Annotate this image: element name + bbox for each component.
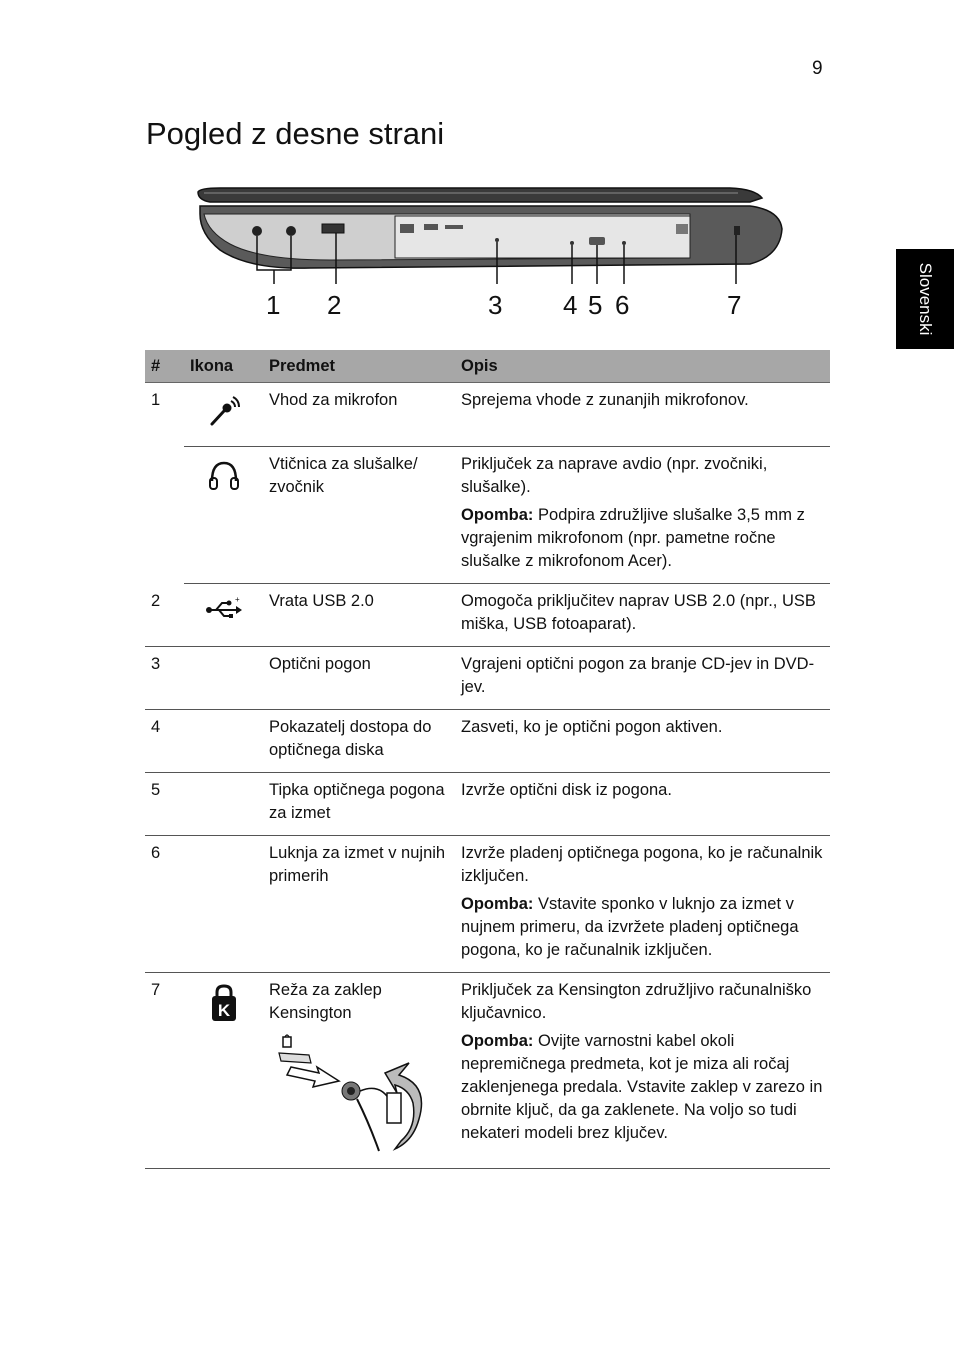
row-desc-text: Izvrže pladenj optičnega pogona, ko je računalnik izključen. (461, 844, 823, 885)
language-tab-label: Slovenski (916, 262, 935, 336)
row-number: 2 (145, 584, 184, 647)
table-row (145, 836, 830, 973)
row-item: Vhod za mikrofon (263, 383, 455, 447)
usb-icon (204, 594, 244, 624)
row-item-label: Reža za zaklep Kensington (269, 981, 382, 1022)
row-number: 7 (145, 973, 184, 1169)
row-item: Optični pogon (263, 647, 455, 710)
table-row (145, 584, 830, 647)
row-number: 5 (145, 773, 184, 836)
row-desc-text: Priključek za Kensington združljivo računalniško ključavnico. (461, 981, 812, 1022)
spec-table (145, 350, 830, 1169)
row-note (461, 504, 824, 573)
row-desc (455, 710, 830, 773)
callout-1: 1 (266, 290, 281, 320)
table-row (145, 447, 830, 584)
row-icon (184, 973, 263, 1169)
header-item: Predmet (263, 350, 455, 383)
page-title: Pogled z desne strani (146, 116, 445, 151)
row-icon (184, 584, 263, 647)
header-num: # (145, 350, 184, 383)
row-desc (455, 584, 830, 647)
kensington-lock-icon (209, 983, 239, 1023)
row-note (461, 1030, 824, 1145)
row-desc (455, 773, 830, 836)
callout-5: 5 (588, 290, 603, 320)
callout-4: 4 (563, 290, 578, 320)
callout-6: 6 (615, 290, 630, 320)
row-desc-text: Izvrže optični disk iz pogona. (461, 781, 672, 799)
row-item: Vtičnica za slušalke/ zvočnik (263, 447, 455, 584)
row-item: Vrata USB 2.0 (263, 584, 455, 647)
row-desc (455, 447, 830, 584)
row-icon (184, 647, 263, 710)
note-label: Opomba: (461, 895, 534, 913)
row-note (461, 893, 824, 962)
row-desc-text: Vgrajeni optični pogon za branje CD-jev in DVD-jev. (461, 655, 815, 696)
table-row (145, 710, 830, 773)
page-number: 9 (812, 58, 823, 79)
row-icon (184, 773, 263, 836)
callout-2: 2 (327, 290, 342, 320)
svg-text:+: + (234, 595, 240, 604)
row-item: Pokazatelj dostopa do optičnega diska (263, 710, 455, 773)
table-row (145, 647, 830, 710)
row-number: 6 (145, 836, 184, 973)
callout-3: 3 (488, 290, 503, 320)
table-header-row (145, 350, 830, 383)
svg-text:K: K (217, 1001, 230, 1020)
note-label: Opomba: (461, 506, 534, 524)
row-item: Luknja za izmet v nujnih primerih (263, 836, 455, 973)
row-desc (455, 836, 830, 973)
row-icon (184, 447, 263, 584)
row-number: 4 (145, 710, 184, 773)
table-row (145, 973, 830, 1169)
laptop-right-side-figure (190, 184, 790, 324)
headphones-icon (206, 457, 242, 493)
note-label: Opomba: (461, 1032, 534, 1050)
note-text: Podpira združljive slušalke 3,5 mm z vgrajenim mikrofonom (npr. pametne ročne slušalke z mikrofonom Acer). (461, 506, 805, 570)
row-desc (455, 383, 830, 447)
row-desc-text: Omogoča priključitev naprav USB 2.0 (npr., USB miška, USB fotoaparat). (461, 592, 816, 633)
callout-7: 7 (727, 290, 742, 320)
note-text: Ovijte varnostni kabel okoli nepremičnega predmeta, kot je miza ali ročaj zaklenjenega predala. Vstavite zaklep v zarezo in obrnite ključ, da ga zaklenete. Na voljo so tudi nekateri modeli brez ključev. (461, 1032, 823, 1142)
row-item (263, 973, 455, 1169)
row-icon (184, 710, 263, 773)
header-desc: Opis (455, 350, 830, 383)
row-icon (184, 383, 263, 447)
row-desc (455, 647, 830, 710)
header-icon: Ikona (184, 350, 263, 383)
row-desc-text: Zasveti, ko je optični pogon aktiven. (461, 718, 723, 736)
table-row (145, 773, 830, 836)
table-row (145, 383, 830, 447)
row-desc-text: Sprejema vhode z zunanjih mikrofonov. (461, 391, 749, 409)
kensington-lock-illustration (269, 1033, 439, 1158)
row-desc (455, 973, 830, 1169)
row-icon (184, 836, 263, 973)
row-item: Tipka optičnega pogona za izmet (263, 773, 455, 836)
language-tab (896, 249, 954, 349)
row-desc-text: Priključek za naprave avdio (npr. zvočniki, slušalke). (461, 455, 768, 496)
microphone-icon (206, 393, 242, 429)
row-number: 3 (145, 647, 184, 710)
note-text: Vstavite sponko v luknjo za izmet v nujnem primeru, da izvržete pladenj optičnega pogona, ko je računalnik izključen. (461, 895, 799, 959)
row-number: 1 (151, 391, 161, 409)
